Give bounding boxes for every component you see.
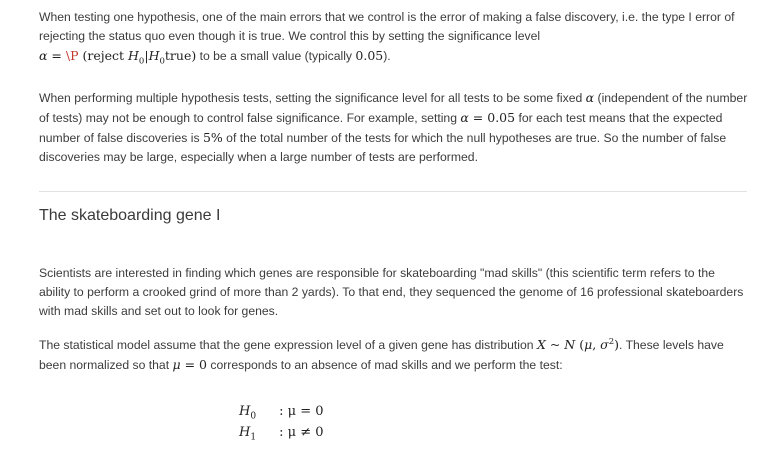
paragraph-skateboarding-intro xyxy=(39,264,749,321)
math-bar: | xyxy=(144,48,149,63)
math-n: N xyxy=(564,337,576,353)
math-sup: 2 xyxy=(608,337,615,347)
math-paren: ) xyxy=(614,337,620,353)
math-value: 0.05 xyxy=(355,48,384,63)
math-prob-macro: \P xyxy=(65,48,79,63)
math-tilde: ~ xyxy=(545,337,565,353)
math-mu: μ xyxy=(172,357,181,373)
math-equals: = xyxy=(47,48,66,63)
math-h: H xyxy=(239,404,251,419)
math-sigma: σ xyxy=(600,337,609,353)
paragraph-multiple-testing xyxy=(39,88,749,167)
paragraph-type-i-error xyxy=(39,8,749,72)
math-sub: 1 xyxy=(250,432,257,443)
math-comma: , xyxy=(592,337,601,353)
paragraph-text: (independent of the number of tests) may not be enough to control false significance. For example, setting xyxy=(39,91,748,125)
math-paren: ( xyxy=(575,337,585,353)
hypothesis-label xyxy=(239,423,275,448)
math-h: H xyxy=(148,48,160,63)
paragraph-text: Scientists are interested in finding which genes are responsible for skateboarding "mad skills" (this scientific term refers to the ability to perform a crooked grind of more than 2 yards). To that end, they sequenced the genome of 16 professional skateboarders with mad skills and set out to look for genes. xyxy=(39,266,744,318)
paragraph-text: . These levels have been normalized so that xyxy=(39,338,724,373)
math-h: H xyxy=(128,48,139,63)
math-mu: μ xyxy=(584,337,593,353)
paragraph-text: The statistical model assume that the gene expression level of a given gene has distribution xyxy=(39,338,537,353)
math-equals-value: = 0.05 xyxy=(468,110,516,125)
paragraph-text: ). xyxy=(383,49,391,63)
math-significance-level xyxy=(39,48,197,67)
math-sub: 0 xyxy=(138,56,145,67)
section-divider xyxy=(39,191,747,192)
math-alpha: α xyxy=(460,110,469,125)
math-reject: (reject xyxy=(82,48,129,63)
paragraph-text: for each test means that the expected number of false discoveries is xyxy=(39,111,723,145)
paragraph-text: When testing one hypothesis, one of the main errors that we control is the error of making a false discovery, i.e. the type I error of rejecting the status quo even though it is true. We control this by setting the significance level xyxy=(39,10,735,43)
paragraph-statistical-model xyxy=(39,333,749,375)
math-sub: 0 xyxy=(250,411,257,422)
math-percent: 5% xyxy=(202,130,223,145)
paragraph-text: corresponds to an absence of mad skills and we perform the test: xyxy=(206,358,563,373)
section-heading: The skateboarding gene I xyxy=(39,207,221,224)
hypothesis-alternative xyxy=(239,423,324,448)
hypothesis-relation: : μ = 0 xyxy=(275,404,324,419)
math-alpha: α xyxy=(39,48,48,63)
math-equals-zero: = 0 xyxy=(180,357,207,373)
math-distribution xyxy=(537,337,619,352)
math-h: H xyxy=(239,425,251,440)
math-alpha: α xyxy=(585,90,595,105)
paragraph-text: When performing multiple hypothesis tests, setting the significance level for all tests to be some fixed xyxy=(39,91,586,105)
math-true: true) xyxy=(164,48,197,63)
paragraph-text: to be a small value (typically xyxy=(196,49,356,63)
hypothesis-relation: : μ ≠ 0 xyxy=(275,425,324,440)
paragraph-text: of the total number of the tests for which the null hypotheses are true. So the number of false discoveries may be large, especially when a large number of tests are performed. xyxy=(39,131,727,164)
math-x: X xyxy=(536,337,546,353)
math-sub: 0 xyxy=(159,56,165,67)
